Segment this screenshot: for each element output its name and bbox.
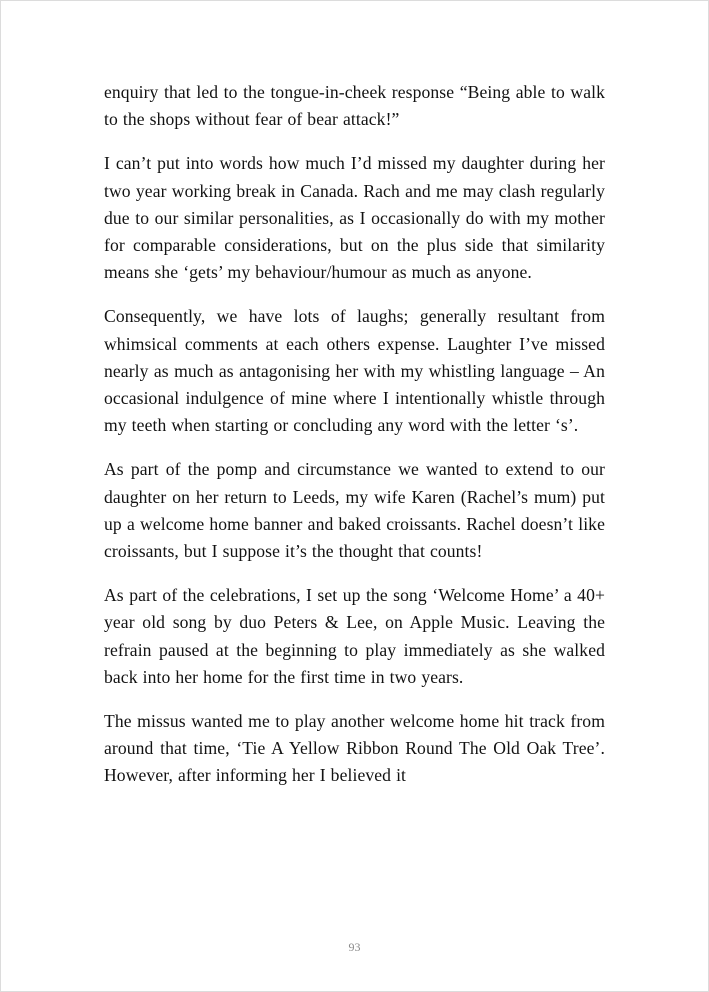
paragraph: enquiry that led to the tongue-in-cheek response “Being able to walk to the shops without fear of bear attack!” [104,82,605,130]
page-number: 93 [348,940,361,954]
paragraph: Consequently, we have lots of laughs; generally resultant from whimsical comments at each others expense. Laughter I’ve missed nearly as much as antagonising her with my whistling language – An occasional indulgence of mine where I intentionally whistle through my teeth when starting or concluding any word with the letter ‘s’. [104,306,605,436]
body-text-block [104,79,605,807]
paragraph: As part of the pomp and circumstance we wanted to extend to our daughter on her return to Leeds, my wife Karen (Rachel’s mum) put up a welcome home banner and baked croissants. Rachel doesn’t like croissants, but I suppose it’s the thought that counts! [104,459,605,562]
paragraph: I can’t put into words how much I’d missed my daughter during her two year working break in Canada. Rach and me may clash regularly due to our similar personalities, as I occasionally do with my mother for comparable considerations, but on the plus side that similarity means she ‘gets’ my behaviour/humour as much as anyone. [104,153,605,283]
paragraph: As part of the celebrations, I set up the song ‘Welcome Home’ a 40+ year old song by duo Peters & Lee, on Apple Music. Leaving the refrain paused at the beginning to play immediately as she walked back into her home for the first time in two years. [104,585,605,687]
paragraph: The missus wanted me to play another welcome home hit track from around that time, ‘Tie A Yellow Ribbon Round The Old Oak Tree’. However, after informing her I believed it [104,711,605,786]
